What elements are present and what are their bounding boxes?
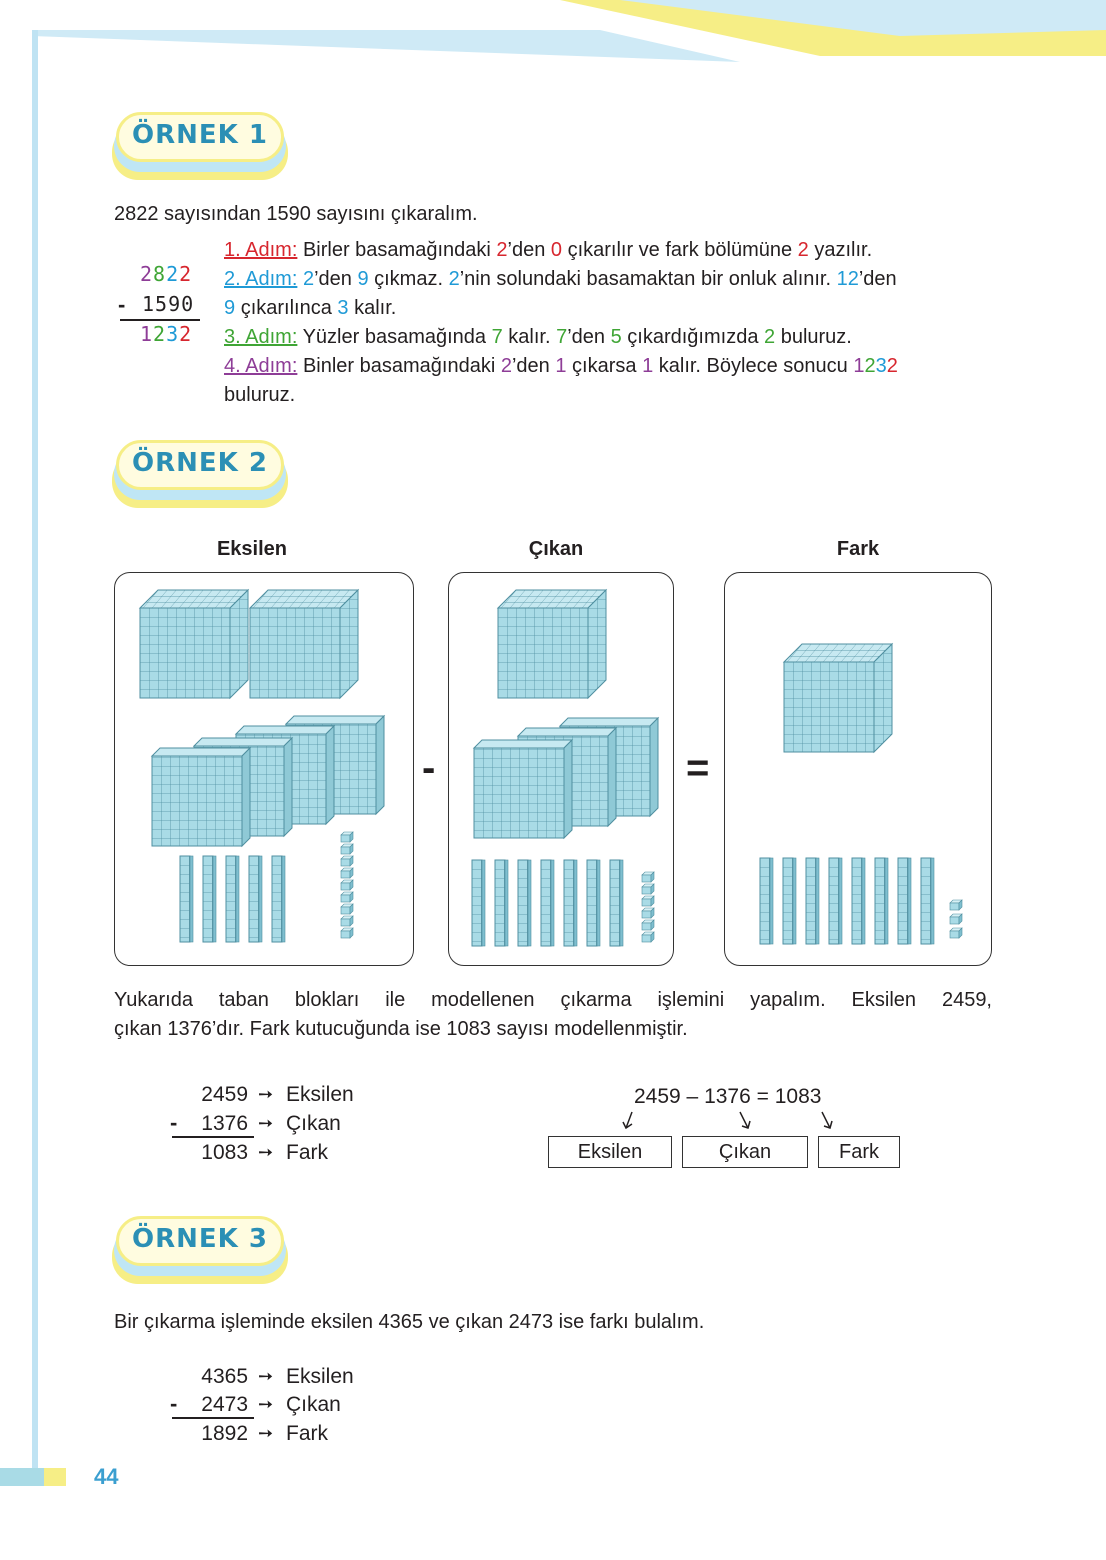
- minus-sign: -: [422, 746, 436, 790]
- t: çıkmaz.: [374, 268, 444, 290]
- t: ’nin solundaki basamaktan bir onluk alınır.: [459, 268, 832, 290]
- n: 9: [357, 268, 369, 290]
- digit: 2: [140, 262, 154, 286]
- n: 12: [836, 268, 859, 290]
- digit: 2: [179, 322, 193, 346]
- arrow-icon: ➙: [258, 1084, 274, 1104]
- arrow-icon: ➙: [258, 1394, 274, 1414]
- digit: 2: [153, 322, 167, 346]
- n: 2: [886, 355, 898, 377]
- footer-stripe-blue: [0, 1468, 44, 1486]
- arrow-icon: ➙: [258, 1142, 274, 1162]
- t: kalır.: [508, 326, 551, 348]
- n: 2: [448, 268, 460, 290]
- t: buluruz.: [780, 326, 852, 348]
- example-2-title: ÖRNEK 2: [132, 448, 268, 478]
- t: Yüzler basamağında: [302, 326, 487, 348]
- ex2-num2: 1376: [201, 1112, 248, 1135]
- example-3-title: ÖRNEK 3: [132, 1224, 268, 1254]
- page-number: 44: [94, 1464, 119, 1489]
- n: 3: [875, 355, 887, 377]
- ex3-term-fark: Fark: [286, 1422, 328, 1445]
- step-2-label: 2. Adım:: [224, 268, 298, 290]
- digit: 3: [166, 322, 180, 346]
- ex1-result: [140, 322, 192, 346]
- ex1-minus-sign: -: [118, 292, 126, 317]
- t: ’den: [507, 239, 546, 261]
- label-cikan: Çıkan: [528, 538, 584, 560]
- label-eksilen: Eksilen: [216, 538, 288, 560]
- ex3-rule: [172, 1417, 254, 1419]
- example-2-badge: [112, 440, 288, 510]
- step-1: [224, 236, 872, 265]
- t: çıkarılır ve fark bölümüne: [567, 239, 793, 261]
- t: kalır. Böylece sonucu: [658, 355, 848, 377]
- ex1-minuend: [140, 262, 192, 286]
- n: 2: [764, 326, 776, 348]
- fark-box: [724, 572, 992, 966]
- step-2-cont: [224, 294, 396, 323]
- t: ’den: [511, 355, 550, 377]
- t: yazılır.: [814, 239, 873, 261]
- ex3-intro: Bir çıkarma işleminde eksilen 4365 ve çıkan 2473 ise farkı bulalım.: [114, 1311, 705, 1333]
- t: Birler basamağındaki: [302, 239, 491, 261]
- example-3-badge: [112, 1216, 288, 1286]
- ex1-rule: [120, 319, 200, 321]
- ex2-paragraph-line2: çıkan 1376’dır. Fark kutucuğunda ise 1083 sayısı modellenmiştir.: [114, 1018, 688, 1040]
- ex2-term-eksilen: Eksilen: [286, 1083, 354, 1106]
- t: ’den: [567, 326, 606, 348]
- ex2-term-fark: Fark: [286, 1141, 328, 1164]
- step-4-label: 4. Adım:: [224, 355, 298, 377]
- step-2: [224, 265, 897, 294]
- n: 9: [224, 297, 236, 319]
- ex3-term-cikan: Çıkan: [286, 1393, 341, 1416]
- step-4: [224, 352, 898, 381]
- eksilen-box: [114, 572, 414, 966]
- ex3-term-eksilen: Eksilen: [286, 1365, 354, 1388]
- n: 2: [797, 239, 809, 261]
- page-frame-left: [32, 30, 38, 1470]
- equals-sign: =: [686, 746, 710, 790]
- digit: 8: [153, 262, 167, 286]
- digit: 2: [166, 262, 180, 286]
- step-4-cont: buluruz.: [224, 384, 296, 406]
- t: çıkardığımızda: [627, 326, 759, 348]
- ex2-num3: 1083: [201, 1141, 248, 1164]
- n: 2: [864, 355, 876, 377]
- ex2-rule: [172, 1136, 254, 1138]
- n: 2: [500, 355, 512, 377]
- n: 2: [496, 239, 508, 261]
- example-1-badge: [112, 112, 288, 182]
- n: 2: [302, 268, 315, 290]
- n: 1: [853, 355, 865, 377]
- label-fark: Fark: [836, 538, 880, 560]
- box-cikan: Çıkan: [682, 1136, 808, 1168]
- footer-stripe-yellow: [44, 1468, 66, 1486]
- digit: 2: [179, 262, 193, 286]
- box-fark: Fark: [818, 1136, 900, 1168]
- ex3-minus: -: [170, 1391, 178, 1416]
- t: kalır.: [354, 297, 397, 319]
- ex2-num1: 2459: [201, 1083, 248, 1106]
- n: 7: [556, 326, 568, 348]
- t: ’den: [858, 268, 897, 290]
- n: 1: [555, 355, 567, 377]
- t: ’den: [314, 268, 352, 290]
- ex2-term-cikan: Çıkan: [286, 1112, 341, 1135]
- ex2-paragraph-line1: Yukarıda taban blokları ile modellenen çıkarma işlemini yapalım. Eksilen 2459,: [114, 989, 992, 1011]
- step-1-label: 1. Adım:: [224, 239, 298, 261]
- t: çıkarılınca: [240, 297, 332, 319]
- arrow-icon: ➙: [258, 1366, 274, 1386]
- t: Binler basamağındaki: [302, 355, 496, 377]
- n: 7: [491, 326, 503, 348]
- example-1-title: ÖRNEK 1: [132, 120, 268, 150]
- digit: 1: [140, 322, 154, 346]
- ex3-num3: 1892: [201, 1422, 248, 1445]
- ex2-minus: -: [170, 1110, 178, 1135]
- box-eksilen: Eksilen: [548, 1136, 672, 1168]
- step-3-label: 3. Adım:: [224, 326, 298, 348]
- ex3-num1: 4365: [201, 1365, 248, 1388]
- ex1-subtrahend: [142, 292, 194, 316]
- n: 0: [550, 239, 562, 261]
- n: 5: [610, 326, 622, 348]
- arrow-icon: ➙: [258, 1423, 274, 1443]
- top-decoration: [0, 0, 1106, 70]
- step-3: [224, 323, 852, 352]
- arrow-icon: ➙: [258, 1113, 274, 1133]
- n: 3: [337, 297, 349, 319]
- cikan-box: [448, 572, 674, 966]
- ex3-num2: 2473: [201, 1393, 248, 1416]
- equation-arrows: [620, 1108, 850, 1134]
- t: çıkarsa: [572, 355, 637, 377]
- example-1-intro: 2822 sayısından 1590 sayısını çıkaralım.: [114, 203, 478, 225]
- n: 1: [642, 355, 654, 377]
- ex2-equation: 2459 – 1376 = 1083: [634, 1085, 822, 1108]
- subtrahend-text: 1590: [142, 292, 195, 316]
